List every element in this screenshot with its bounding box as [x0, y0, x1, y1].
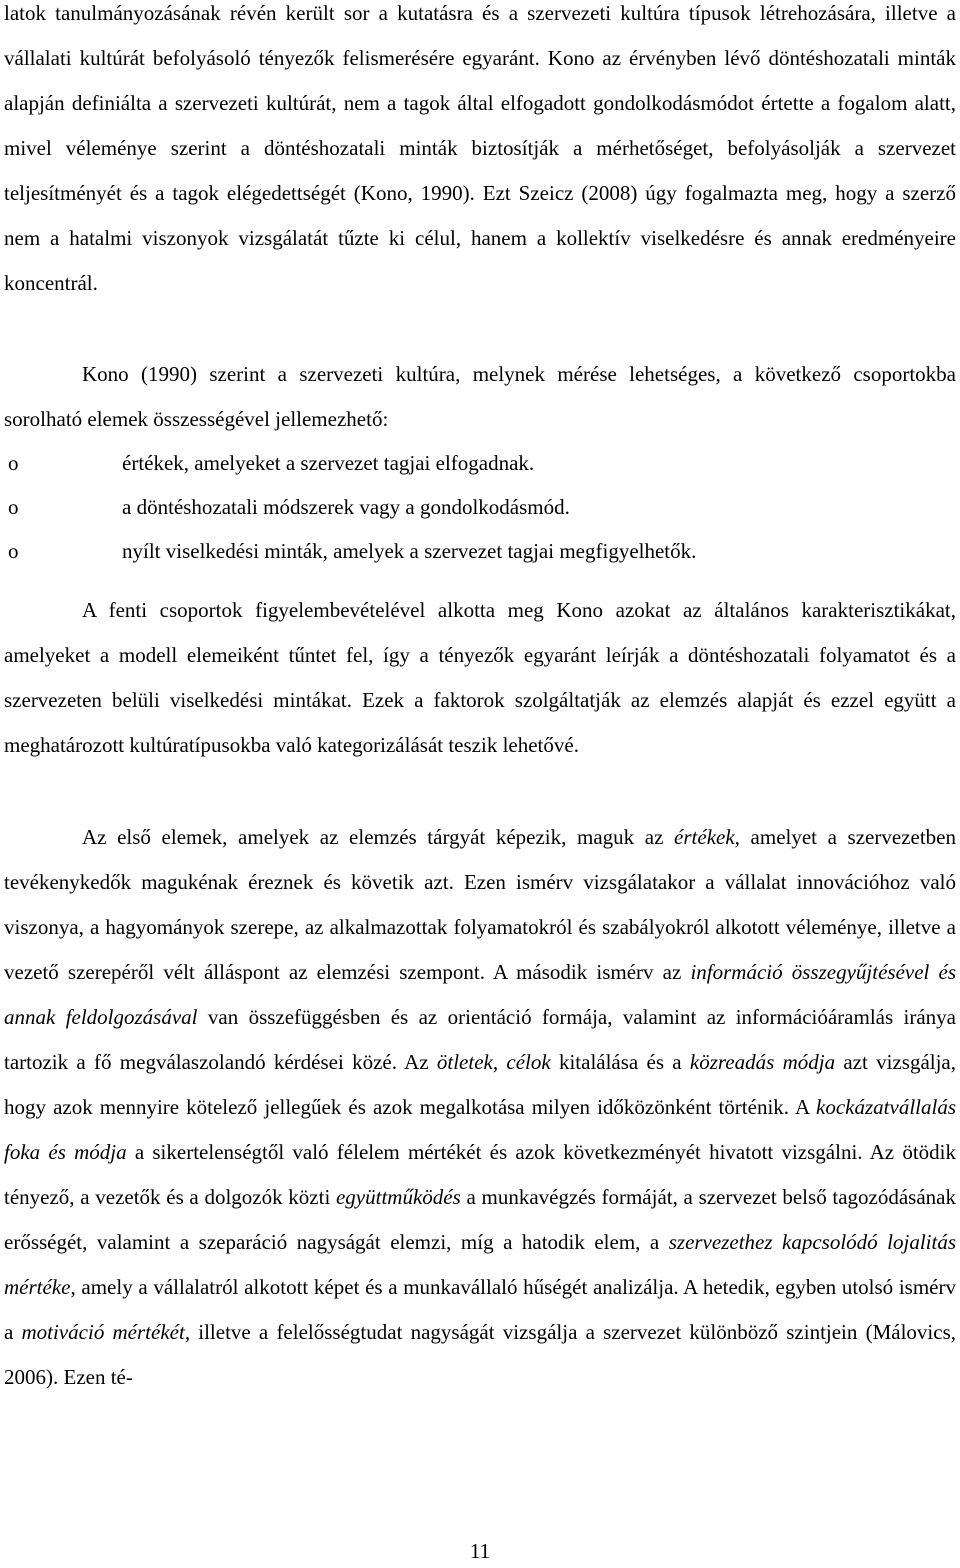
paragraph-characteristics: [4, 588, 956, 768]
paragraph-text: Kono (1990) szerint a szervezeti kultúra, melynek mérése lehetséges, a következő csoportokba sorolható elemek összességével jellemezhető:: [4, 362, 956, 431]
paragraph-text: latok tanulmányozásának révén került sor a kutatásra és a szervezeti kultúra típusok létrehozására, illetve a vállalati kultúrát befolyásoló tényezők felismerésére egyaránt. Kono az érvényben lévő döntéshozatali minták alapján definiálta a szervezeti kultúrát, nem a tagok által elfogadott gondolkodásmódot értette a fogalom alatt, mivel véleménye szerint a döntéshozatali minták biztosítják a mérhetőséget, befolyásolják a szervezet teljesítményét és a tagok elégedettségét (Kono, 1990). Ezt Szeicz (2008) úgy fogalmazta meg, hogy a szerző nem a hatalmi viszonyok vizsgálatát tűzte ki célul, hanem a kollektív viselkedésre és annak eredményeire koncentrál.: [4, 1, 956, 295]
emphasis-term: ötletek, célok: [436, 1050, 551, 1074]
paragraph-text: a sikertelenségtől való félelem mértékét és azok következményét hivatott vizsgálni. Az ötödik tényező, a vezetők és a dolgozók közti: [4, 1140, 956, 1209]
bullet-icon: o: [8, 451, 19, 475]
list-item: [4, 485, 956, 529]
paragraph-text: Az első elemek, amelyek az elemzés tárgyát képezik, maguk az: [82, 825, 675, 849]
emphasis-term: értékek: [674, 825, 735, 849]
emphasis-term: motiváció mértékét: [21, 1320, 185, 1344]
list-item: [4, 529, 956, 573]
emphasis-term: szervezethez kapcsolódó lojalitás mértéke: [4, 1230, 956, 1299]
paragraph-text: van összefüggésben és az orientáció formája, valamint az információáramlás iránya tartozik a fő megválaszolandó kérdései közé. Az: [4, 1005, 956, 1074]
paragraph-text: a munkavégzés formáját, a szervezet belső tagozódásának erősségét, valamint a szeparáció nagyságát elemzi, míg a hatodik elem, a: [4, 1185, 956, 1254]
element-list: [4, 441, 956, 573]
paragraph-text: A fenti csoportok figyelembevételével alkotta meg Kono azokat az általános karakterisztikákat, amelyeket a modell elemeiként tűntet fel, így a tényezők egyaránt leírják a döntéshozatali folyamatot és a szervezeten belüli viselkedési mintákat. Ezek a faktorok szolgáltatják az elemzés alapját és ezzel együtt a meghatározott kultúratípusokba való kategorizálását teszik lehetővé.: [4, 598, 956, 757]
paragraph-values-analysis: [4, 815, 956, 1400]
list-item-text: nyílt viselkedési minták, amelyek a szervezet tagjai megfigyelhetők.: [122, 539, 697, 563]
page-number: 11: [469, 1539, 491, 1563]
emphasis-term: kockázatvállalás foka és módja: [4, 1095, 956, 1164]
emphasis-term: közreadás módja: [689, 1050, 836, 1074]
bullet-icon: o: [8, 539, 19, 563]
paragraph-text: azt vizsgálja, hogy azok mennyire kötelező jellegűek és azok megalkotása milyen időközönként történik. A: [4, 1050, 957, 1119]
paragraph-text: kitalálása és a: [550, 1050, 690, 1074]
list-item-text: a döntéshozatali módszerek vagy a gondolkodásmód.: [122, 495, 570, 519]
paragraph-text: , illetve a felelősségtudat nagyságát vizsgálja a szervezet különböző szintjein (Málovics, 2006). Ezen té-: [4, 1320, 956, 1389]
emphasis-term: együttműködés: [335, 1185, 461, 1209]
list-item: [4, 441, 956, 485]
paragraph-continuation: [4, 0, 956, 306]
bullet-icon: o: [8, 495, 19, 519]
paragraph-kono-elements: [4, 352, 956, 442]
list-item-text: értékek, amelyeket a szervezet tagjai elfogadnak.: [122, 451, 535, 475]
emphasis-term: információ összegyűjtésével és annak feldolgozásával: [4, 960, 956, 1029]
paragraph-text: , amely a vállalatról alkotott képet és a munkavállaló hűségét analizálja. A hetedik, egyben utolsó ismérv a: [4, 1275, 956, 1344]
paragraph-text: , amelyet a szervezetben tevékenykedők magukénak éreznek és követik azt. Ezen ismérv vizsgálatakor a vállalat innovációhoz való viszonya, a hagyományok szerepe, az alkalmazottak folyamatokról és szabályokról alkotott véleménye, illetve a vezető szerepéről vélt álláspont az elemzési szempont. A második ismérv az: [4, 825, 956, 984]
